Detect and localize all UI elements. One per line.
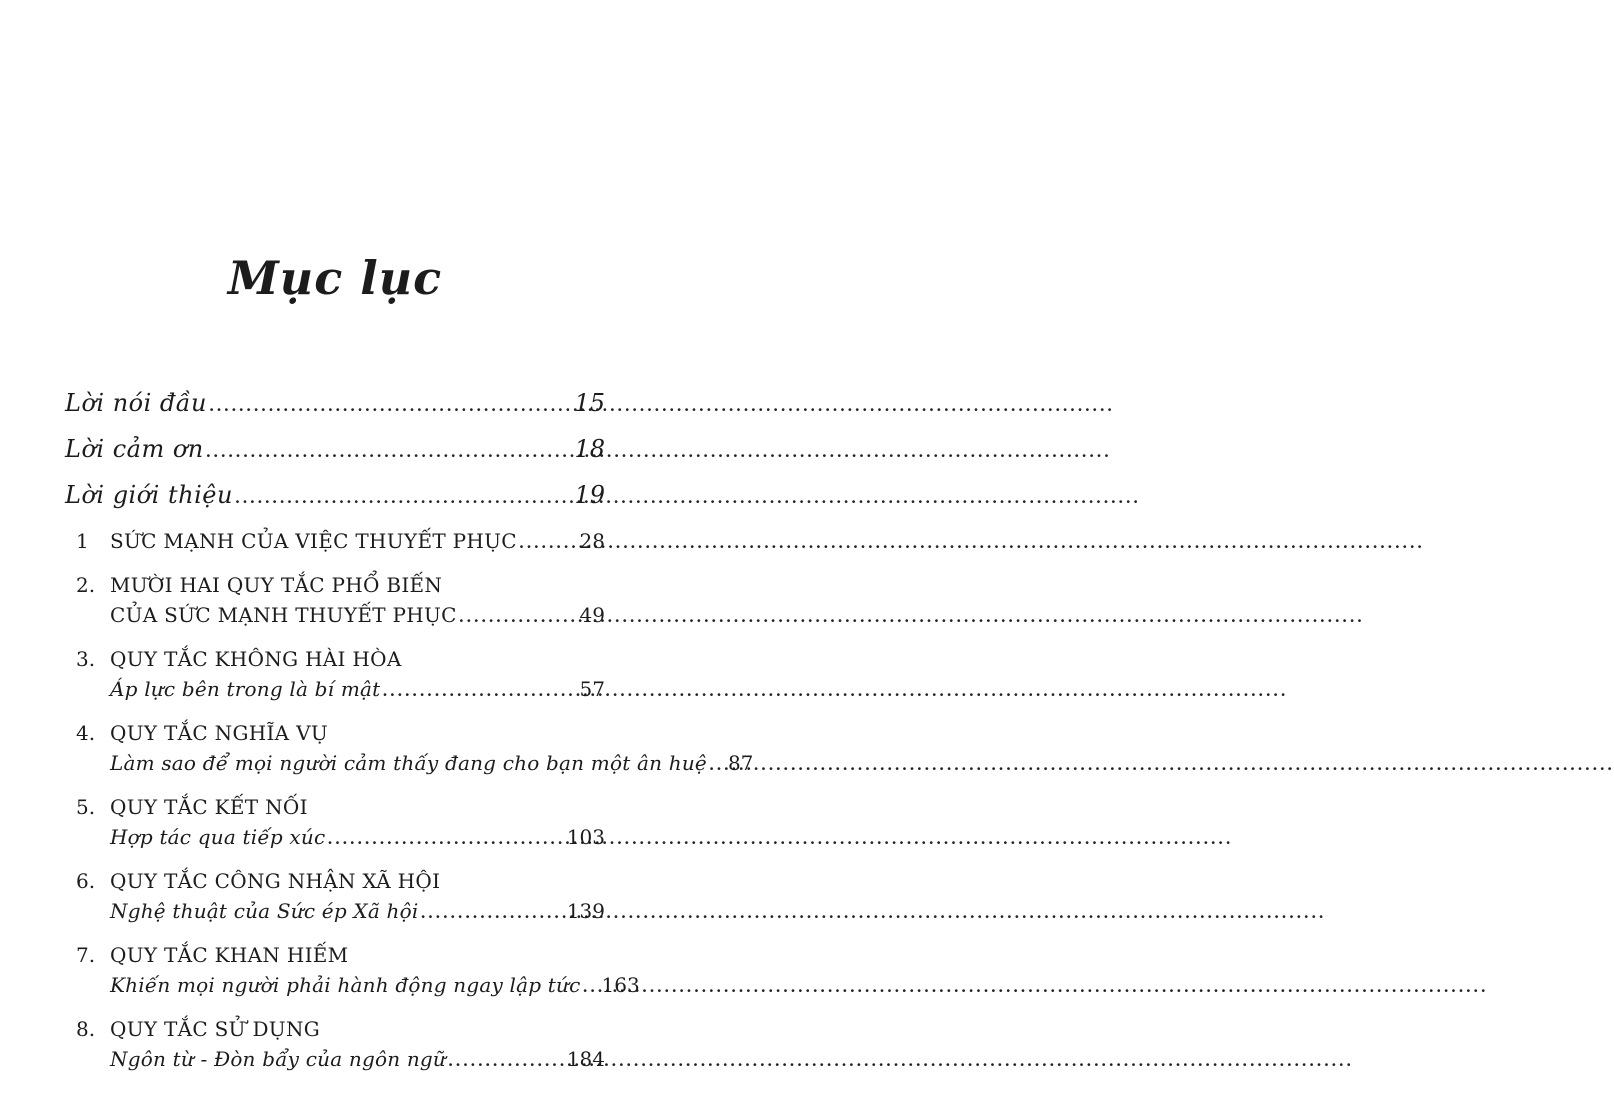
chapter-page: 184 bbox=[566, 1047, 605, 1071]
dot-leader bbox=[709, 750, 723, 780]
chapter-title-row-2 bbox=[65, 600, 605, 632]
chapter-number: 7. bbox=[76, 943, 96, 967]
chapter-title-row bbox=[65, 526, 605, 558]
chapter-number: 5. bbox=[76, 795, 96, 819]
chapter-subtitle: Làm sao để mọi người cảm thấy đang cho bạn một ân huệ bbox=[110, 751, 707, 775]
chapter-number: 8. bbox=[76, 1017, 96, 1041]
chapter-page: 57 bbox=[579, 677, 605, 701]
chapter-title-row bbox=[65, 792, 605, 822]
chapter-title-row bbox=[65, 570, 605, 600]
toc-front-matter bbox=[65, 388, 605, 513]
chapter-subtitle: Nghệ thuật của Sức ép Xã hội bbox=[110, 899, 419, 923]
chapter-title: QUY TẮC KHAN HIẾM bbox=[110, 943, 349, 967]
toc-entry-row bbox=[65, 434, 605, 467]
toc-entry-page: 15 bbox=[574, 389, 605, 417]
toc-chapter bbox=[65, 718, 754, 780]
chapter-title-row bbox=[65, 644, 605, 674]
dot-leader bbox=[519, 528, 575, 558]
toc-chapter bbox=[65, 644, 605, 706]
chapter-subtitle: Ngôn từ - Đòn bẩy của ngôn ngữ bbox=[110, 1047, 446, 1071]
chapter-title-row bbox=[65, 1014, 605, 1044]
toc-content bbox=[65, 0, 754, 1088]
toc-entry-label: Lời cảm ơn bbox=[65, 435, 204, 463]
chapter-title: QUY TẮC KẾT NỐI bbox=[110, 795, 308, 819]
chapter-title: MƯỜI HAI QUY TẮC PHỔ BIẾN bbox=[110, 573, 443, 597]
chapter-subtitle-row bbox=[65, 970, 640, 1002]
chapter-number: 6. bbox=[76, 869, 96, 893]
dot-leader bbox=[448, 1046, 562, 1076]
chapter-subtitle-row bbox=[65, 748, 754, 780]
chapter-number: 1 bbox=[76, 529, 89, 553]
toc-entry-page: 18 bbox=[574, 435, 605, 463]
chapter-number: 4. bbox=[76, 721, 96, 745]
chapter-title-line2: CỦA SỨC MẠNH THUYẾT PHỤC bbox=[110, 603, 457, 627]
dot-leader bbox=[327, 824, 561, 854]
toc-chapter bbox=[65, 940, 640, 1002]
toc-entry-page: 19 bbox=[574, 481, 605, 509]
toc-entry-row bbox=[65, 480, 605, 513]
chapter-page: 87 bbox=[727, 751, 754, 775]
dot-leader bbox=[583, 972, 597, 1002]
page-title: Mục lục bbox=[227, 251, 443, 305]
chapter-number: 2. bbox=[76, 573, 96, 597]
chapter-title-row bbox=[65, 866, 605, 896]
chapter-page: 163 bbox=[601, 973, 640, 997]
toc-entry-row bbox=[65, 388, 605, 421]
chapter-number: 3. bbox=[76, 647, 96, 671]
chapter-title: QUY TẮC KHÔNG HÀI HÒA bbox=[110, 647, 402, 671]
dot-leader bbox=[206, 437, 569, 467]
chapter-subtitle: Hợp tác qua tiếp xúc bbox=[110, 825, 326, 849]
dot-leader bbox=[382, 676, 574, 706]
chapter-subtitle: Áp lực bên trong là bí mật bbox=[110, 677, 381, 701]
toc-entry-label: Lời giới thiệu bbox=[65, 481, 233, 509]
toc-chapter bbox=[65, 792, 605, 854]
dot-leader bbox=[420, 898, 561, 928]
dot-leader bbox=[459, 602, 575, 632]
book-page bbox=[0, 0, 754, 1120]
chapter-title-row bbox=[65, 718, 605, 748]
chapter-page: 49 bbox=[579, 603, 605, 627]
chapter-title: SỨC MẠNH CỦA VIỆC THUYẾT PHỤC bbox=[110, 529, 517, 553]
chapter-page: 103 bbox=[566, 825, 605, 849]
chapter-subtitle-row bbox=[65, 674, 605, 706]
chapter-subtitle-row bbox=[65, 1044, 605, 1076]
dot-leader bbox=[209, 391, 569, 421]
chapter-title-row bbox=[65, 940, 605, 970]
toc-chapter bbox=[65, 866, 605, 928]
toc-entry-label: Lời nói đầu bbox=[65, 389, 207, 417]
chapter-subtitle-row bbox=[65, 896, 605, 928]
chapter-subtitle-row bbox=[65, 822, 605, 854]
chapter-subtitle: Khiến mọi người phải hành động ngay lập tức bbox=[110, 973, 581, 997]
chapter-page: 28 bbox=[579, 529, 605, 553]
dot-leader bbox=[235, 483, 569, 513]
toc-chapter bbox=[65, 1014, 605, 1076]
chapter-title: QUY TẮC SỬ DỤNG bbox=[110, 1017, 321, 1041]
toc-chapter bbox=[65, 570, 605, 632]
toc-chapter bbox=[65, 526, 605, 558]
chapter-page: 139 bbox=[566, 899, 605, 923]
chapter-title: QUY TẮC CÔNG NHẬN XÃ HỘI bbox=[110, 869, 441, 893]
toc-chapter-list bbox=[65, 526, 754, 1076]
chapter-title: QUY TẮC NGHĨA VỤ bbox=[110, 721, 328, 745]
